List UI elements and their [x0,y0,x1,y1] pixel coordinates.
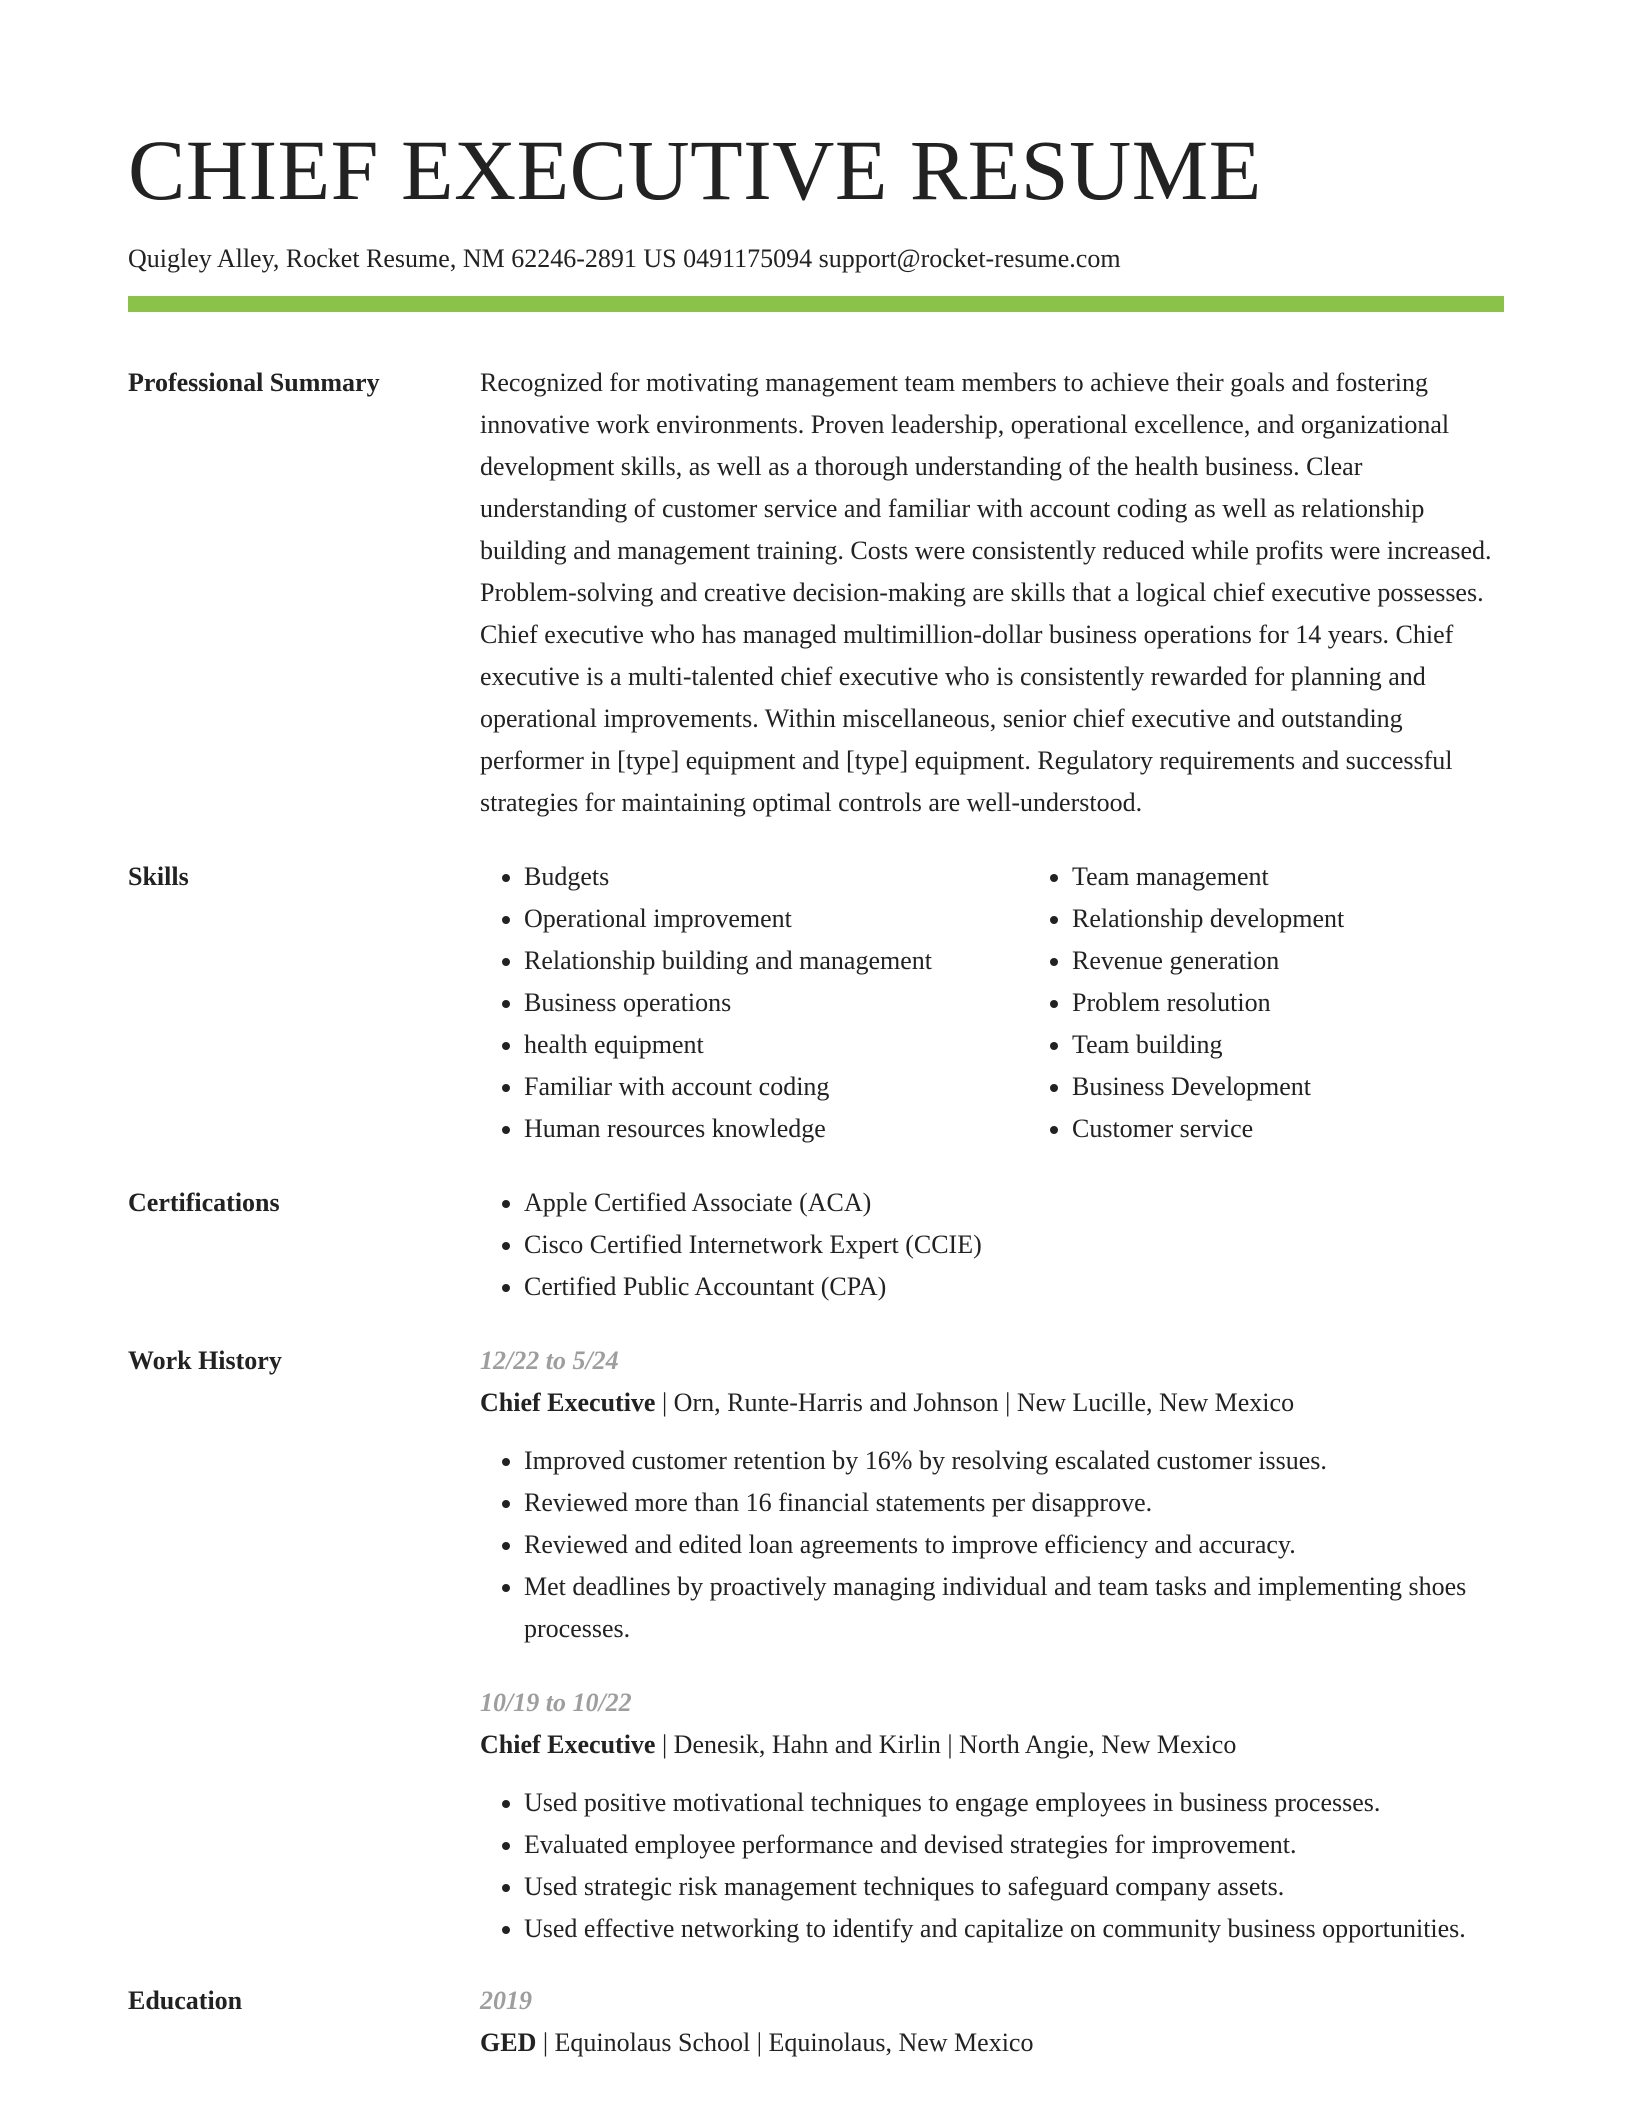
education-dates: 2019 [480,1986,532,2015]
section-certifications [128,1182,1504,1308]
list-item: • Budgets [524,856,1028,898]
list-item: • Business operations [524,982,1028,1024]
list-item: • Revenue generation [1072,940,1504,982]
section-work-history [128,1340,1504,1950]
list-item: • Team management [1072,856,1504,898]
list-item: • health equipment [524,1024,1028,1066]
list-item: • Certified Public Accountant (CPA) [524,1266,1504,1308]
education-heading [480,2022,1504,2064]
list-item: • Relationship development [1072,898,1504,940]
section-title: Skills [128,862,189,891]
skills-columns [480,856,1504,1150]
list-item: • Problem resolution [1072,982,1504,1024]
list-item: • Reviewed more than 16 financial statements per disapprove. [524,1482,1504,1524]
list-item: • Improved customer retention by 16% by resolving escalated customer issues. [524,1440,1504,1482]
list-item: • Business Development [1072,1066,1504,1108]
list-item: • Relationship building and management [524,940,1028,982]
job-employer: | Denesik, Hahn and Kirlin | North Angie, New Mexico [655,1730,1237,1759]
skills-list-right [1028,856,1504,1150]
section-education [128,1980,1504,2064]
list-item: • Operational improvement [524,898,1028,940]
school-details: | Equinolaus School | Equinolaus, New Mexico [536,2028,1034,2057]
list-item: • Used positive motivational techniques to engage employees in business processes. [524,1782,1504,1824]
list-item: • Team building [1072,1024,1504,1066]
job-title: Chief Executive [480,1388,656,1417]
job-entry [480,1682,1504,1950]
accent-divider [128,296,1504,312]
list-item: • Used effective networking to identify and capitalize on community business opportunities. [524,1908,1504,1950]
section-title: Professional Summary [128,368,380,397]
list-item: • Evaluated employee performance and devised strategies for improvement. [524,1824,1504,1866]
job-bullets [480,1782,1504,1950]
resume-page [128,120,1504,2064]
section-title: Education [128,1986,243,2015]
degree-title: GED [480,2028,537,2057]
contact-info: Quigley Alley, Rocket Resume, NM 62246-2891 US 0491175094 support@rocket-resume.com [128,244,1121,273]
list-item: • Human resources knowledge [524,1108,1028,1150]
job-dates: 10/19 to 10/22 [480,1688,632,1717]
job-heading [480,1382,1504,1424]
section-professional-summary [128,362,1504,824]
job-bullets [480,1440,1504,1650]
list-item: • Apple Certified Associate (ACA) [524,1182,1504,1224]
job-dates: 12/22 to 5/24 [480,1346,619,1375]
list-item: • Customer service [1072,1108,1504,1150]
resume-title: CHIEF EXECUTIVE RESUME [128,122,1262,218]
work-history-body [480,1340,1504,1950]
job-heading [480,1724,1504,1766]
section-title: Certifications [128,1188,280,1217]
job-entry [480,1340,1504,1650]
certifications-list [480,1182,1504,1308]
section-skills [128,856,1504,1150]
section-title: Work History [128,1346,282,1375]
certifications-body [480,1182,1504,1308]
job-employer: | Orn, Runte-Harris and Johnson | New Lucille, New Mexico [655,1388,1295,1417]
summary-text: Recognized for motivating management team members to achieve their goals and fostering innovative work environments. Proven leadership, operational excellence, and organizational development skills, as well as a thorough understanding of the health business. Clear understanding of customer service and familiar with account coding as well as relationship building and management training. Costs were consistently reduced while profits were increased. Problem-solving and creative decision-making are skills that a logical chief executive possesses. Chief executive who has managed multimillion-dollar business operations for 14 years. Chief executive is a multi-talented chief executive who is consistently rewarded for planning and operational improvements. Within miscellaneous, senior chief executive and outstanding performer in [type] equipment and [type] equipment. Regulatory requirements and successful strategies for maintaining optimal controls are well-understood. [480,368,1492,817]
list-item: • Reviewed and edited loan agreements to improve efficiency and accuracy. [524,1524,1504,1566]
skills-list-left [480,856,1028,1150]
list-item: • Familiar with account coding [524,1066,1028,1108]
list-item: • Met deadlines by proactively managing individual and team tasks and implementing shoes processes. [524,1566,1504,1650]
list-item: • Cisco Certified Internetwork Expert (CCIE) [524,1224,1504,1266]
list-item: • Used strategic risk management techniques to safeguard company assets. [524,1866,1504,1908]
education-body [480,1980,1504,2064]
job-title: Chief Executive [480,1730,656,1759]
